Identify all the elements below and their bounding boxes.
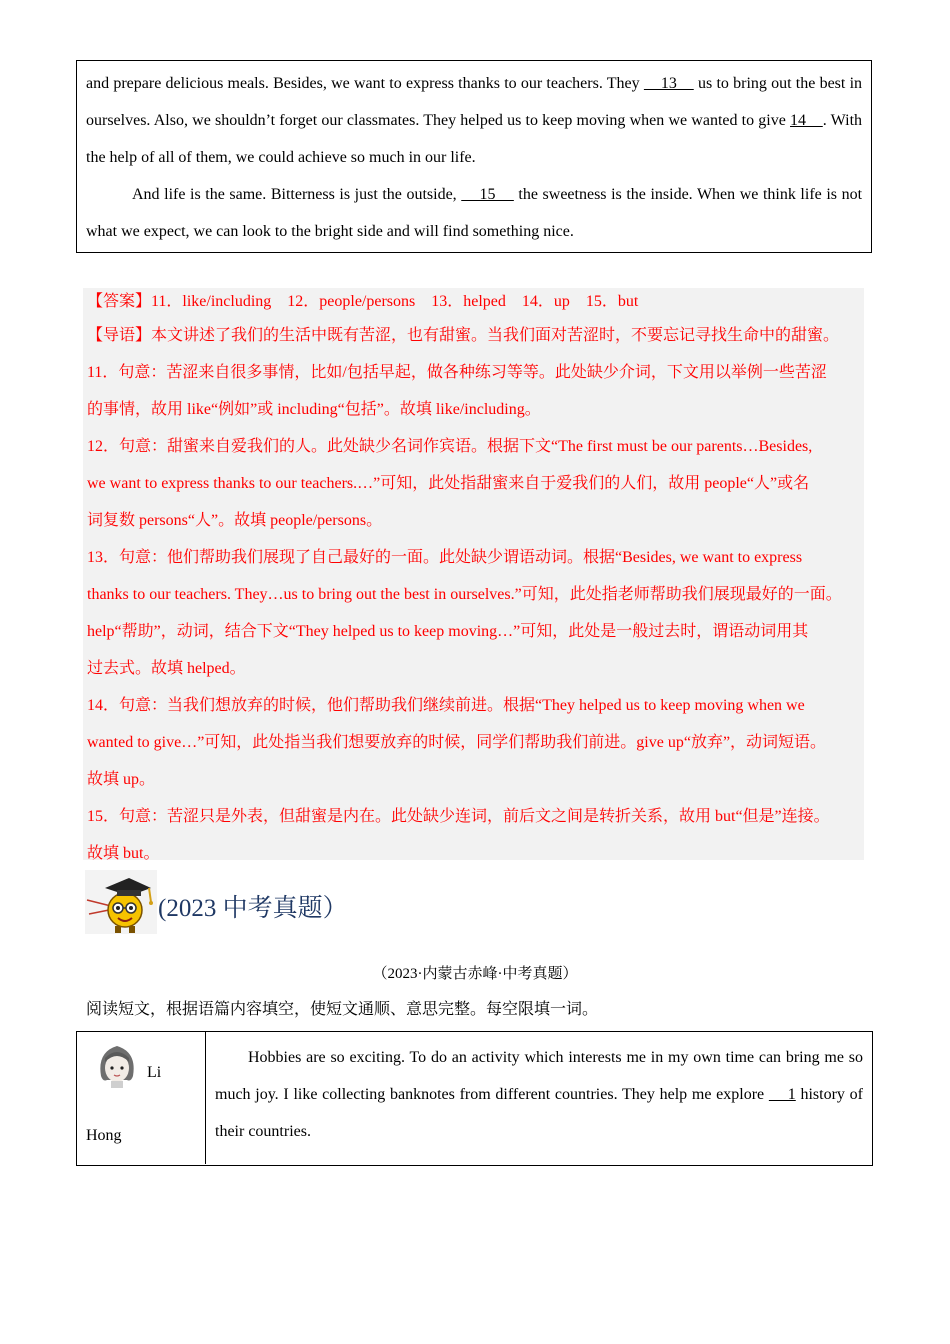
passage-text: us to bring out the best in ourselves. Also, we shouldn’t forget our classmates. They helped us to keep moving when we wanted to give <box>86 75 863 129</box>
passage-box <box>76 60 872 253</box>
explanation-line: 15．句意：苦涩只是外表，但甜蜜是内在。此处缺少连词，前后文之间是转折关系，故用 but“但是”连接。 <box>87 808 830 825</box>
explanation-line: 故填 but。 <box>87 845 160 862</box>
explanation-line: help“帮助”，动词，结合下文“They helped us to keep moving…”可知，此处是一般过去时，谓语动词用其 <box>87 623 809 640</box>
explanation-line: wanted to give…”可知，此处指当我们想要放弃的时候，同学们帮助我们前进。give up“放弃”，动词短语。 <box>87 734 827 751</box>
passage-paragraph-2 <box>86 176 862 250</box>
question-source: （2023·内蒙古赤峰·中考真题） <box>372 966 578 982</box>
question-instruction: 阅读短文，根据语篇内容填空，使短文通顺、意思完整。每空限填一词。 <box>86 1001 599 1018</box>
section-title: (2023 中考真题） <box>158 895 348 922</box>
blank-15[interactable]: 15 <box>461 186 514 203</box>
passage-text: and prepare delicious meals. Besides, we want to express thanks to our teachers. They <box>86 75 644 92</box>
explanation-line: 11．句意：苦涩来自很多事情，比如/包括早起，做各种练习等等。此处缺少介词，下文用以举例一些苦涩 <box>87 364 827 381</box>
explanation-line: 过去式。故填 helped。 <box>87 660 246 677</box>
explanation-line: 故填 up。 <box>87 771 156 788</box>
speaker-text-cell <box>215 1039 863 1150</box>
answer-key-line: 【答案】11．like/including 12．people/persons 13．helped 14．up 15．but <box>87 293 639 310</box>
passage-paragraph-1 <box>86 65 862 176</box>
guide-line: 【导语】本文讲述了我们的生活中既有苦涩，也有甜蜜。当我们面对苦涩时，不要忘记寻找生命中的甜蜜。 <box>87 327 840 344</box>
blank-13[interactable]: 13 <box>643 75 694 92</box>
speaker-last-name: Hong <box>86 1127 122 1144</box>
graduate-cartoon-icon <box>85 870 157 934</box>
answer-explanation-block <box>83 288 864 860</box>
passage-text: . With the help of all of them, we could achieve so much in our life. <box>86 112 863 166</box>
explanation-line: 12．句意：甜蜜来自爱我们的人。此处缺少名词作宾语。根据下文“The first must be our parents…Besides, <box>87 438 813 455</box>
explanation-line: 的事情，故用 like“例如”或 including“包括”。故填 like/including。 <box>87 401 541 418</box>
girl-avatar-icon <box>95 1042 139 1088</box>
blank-1[interactable]: 1 <box>768 1086 796 1103</box>
speaker-first-name: Li <box>147 1064 162 1081</box>
speaker-text: Hobbies are so exciting. To do an activity which interests me in my own time can bring me so much joy. I like collecting banknotes from different countries. They help me explore <box>215 1049 863 1103</box>
blank-14[interactable]: 14 <box>790 112 823 129</box>
passage-text: the sweetness is the inside. When we think life is not what we expect, we can look to the bright side and will find something nice. <box>86 186 863 240</box>
passage-text: And life is the same. Bitterness is just the outside, <box>132 186 462 203</box>
speaker-cell <box>77 1032 206 1164</box>
explanation-line: 14．句意：当我们想放弃的时候，他们帮助我们继续前进。根据“They helped us to keep moving when we <box>87 697 805 714</box>
explanation-line: 词复数 persons“人”。故填 people/persons。 <box>87 512 383 529</box>
explanation-line: thanks to our teachers. They…us to bring out the best in ourselves.”可知，此处指老师帮助我们展现最好的一面。 <box>87 586 842 603</box>
explanation-line: we want to express thanks to our teachers.…”可知，此处指甜蜜来自于爱我们的人们，故用 people“人”或名 <box>87 475 810 492</box>
speaker-paragraph <box>215 1039 863 1150</box>
question-table <box>76 1031 873 1166</box>
speaker-text: history of their countries. <box>215 1086 863 1140</box>
explanation-line: 13．句意：他们帮助我们展现了自己最好的一面。此处缺少谓语动词。根据“Besides, we want to express <box>87 549 803 566</box>
